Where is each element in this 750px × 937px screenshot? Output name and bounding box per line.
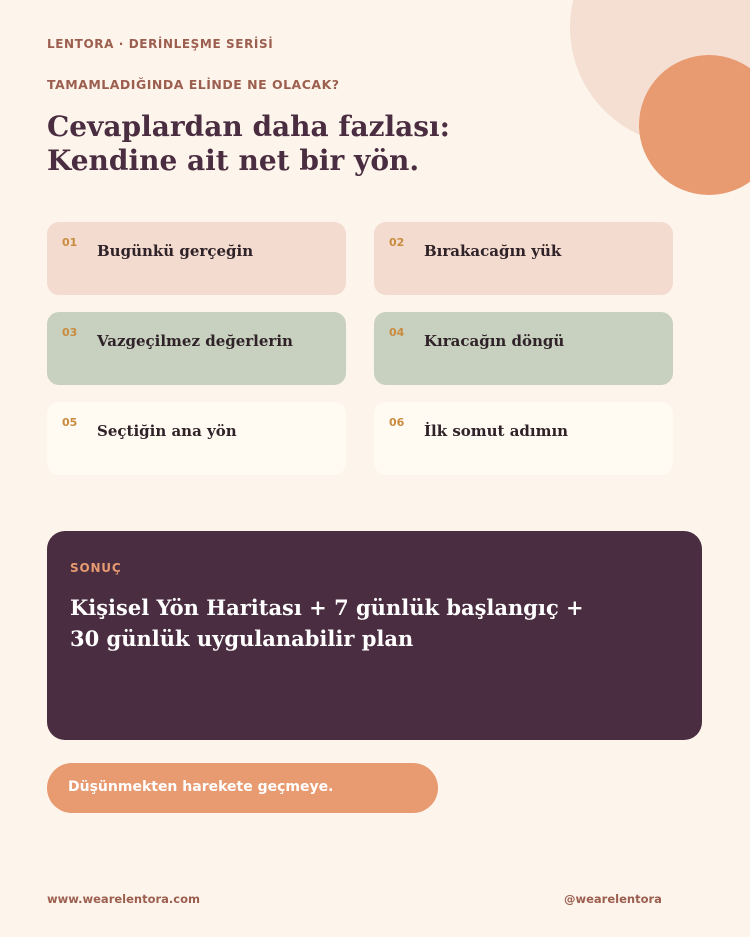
footer-social-handle: @wearelentora xyxy=(564,892,662,906)
card-label: İlk somut adımın xyxy=(424,422,569,440)
card-label: Bırakacağın yük xyxy=(424,242,562,260)
card-number: 01 xyxy=(62,236,78,249)
headline xyxy=(47,110,450,178)
headline-line-2: Kendine ait net bir yön. xyxy=(47,144,420,177)
brand-line: LENTORA · DERİNLEŞME SERİSİ xyxy=(47,37,274,51)
result-panel xyxy=(47,531,702,740)
card-item xyxy=(374,312,673,385)
card-number: 02 xyxy=(389,236,405,249)
card-number: 06 xyxy=(389,416,405,429)
card-label: Kıracağın döngü xyxy=(424,332,565,350)
card-label: Bugünkü gerçeğin xyxy=(97,242,254,260)
result-line-2: 30 günlük uygulanabilir plan xyxy=(70,626,414,651)
card-item xyxy=(47,402,346,475)
result-line-1: Kişisel Yön Haritası + 7 günlük başlangıç + xyxy=(70,595,584,620)
card-item xyxy=(47,312,346,385)
tagline-pill: Düşünmekten harekete geçmeye. xyxy=(47,763,438,813)
result-text xyxy=(70,592,584,654)
card-number: 04 xyxy=(389,326,405,339)
card-number: 03 xyxy=(62,326,78,339)
card-label: Seçtiğin ana yön xyxy=(97,422,237,440)
card-label: Vazgeçilmez değerlerin xyxy=(97,332,293,350)
card-item xyxy=(374,222,673,295)
card-item xyxy=(374,402,673,475)
headline-line-1: Cevaplardan daha fazlası: xyxy=(47,110,451,143)
result-tag: SONUÇ xyxy=(70,561,122,575)
card-number: 05 xyxy=(62,416,78,429)
footer-website: www.wearelentora.com xyxy=(47,892,200,906)
eyebrow-question: TAMAMLADIĞINDA ELİNDE NE OLACAK? xyxy=(47,77,340,92)
card-item xyxy=(47,222,346,295)
